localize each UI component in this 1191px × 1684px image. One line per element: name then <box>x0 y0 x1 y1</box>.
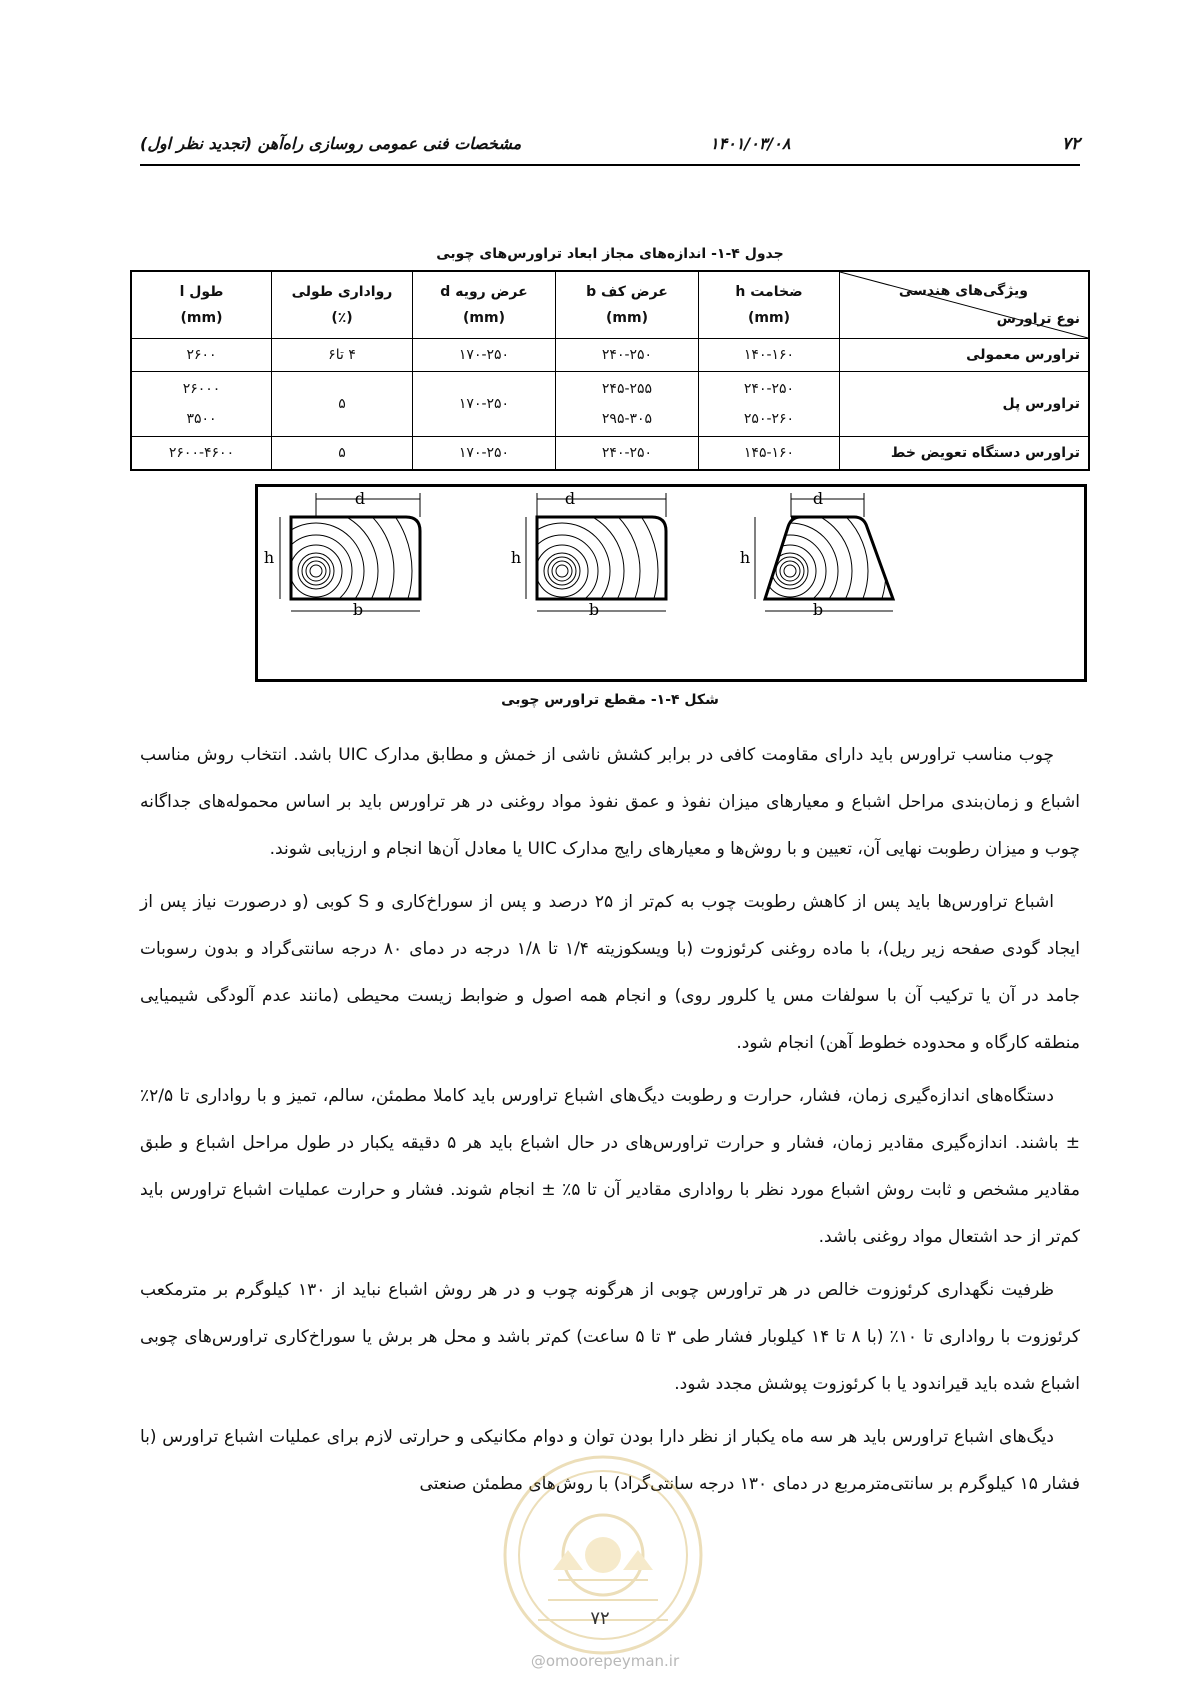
section-3-icon <box>652 487 928 679</box>
section-1-icon <box>258 487 454 679</box>
table-row: تراورس پل ۲۴۰-۲۵۰ ۲۵۰-۲۶۰ ۲۴۵-۲۵۵ ۲۹۵-۳۰۵ ۱۷۰-۲۵۰ ۵ ۲۶۰۰۰ ۳۵۰۰ <box>131 372 1089 437</box>
corner-bottom-label: نوع تراورس <box>996 311 1080 327</box>
col-header-top-width: عرض رویه d (mm) <box>413 271 556 339</box>
label-d-2: d <box>564 489 576 508</box>
paragraph: چوب مناسب تراورس باید دارای مقاومت کافی در برابر کشش ناشی از خمش و مطابق مدارک UIC باشد. انتخاب روش مناسب اشباع و زمان‌بندی مراحل اشباع و معیارهای میزان نفوذ و عمق نفوذ مواد روغنی در هر تراورس باید بر اساس محموله‌های جداگانه چوب و میزان رطوبت نهایی آن، تعیین و با روش‌ها و معیارهای رایج مدارک UIC یا معادل آن‌ها انجام و ارزیابی شوند. <box>140 745 1080 859</box>
label-h-2: h <box>510 548 522 567</box>
col-header-length: طول l (mm) <box>131 271 272 339</box>
footer-page-number: ۷۲ <box>590 1608 610 1629</box>
page-header <box>140 128 1080 166</box>
label-h-1: h <box>263 548 275 567</box>
section-2-icon <box>424 487 700 679</box>
paragraph: دستگاه‌های اندازه‌گیری زمان، فشار، حرارت و رطوبت دیگ‌های اشباع تراورس باید کاملا مطمئن، سالم، تمیز و با رواداری تا ۲/۵٪ ± باشند. اندازه‌گیری مقادیر زمان، فشار و حرارت تراورس‌های در حال اشباع باید هر ۵ دقیقه یکبار در طول مراحل اشباع و طبق مقادیر مشخص و ثابت روش اشباع مورد نظر با رواداری مقادیر آن تا ۵٪ ± انجام شوند. فشار و حرارت عملیات اشباع تراورس باید کم‌تر از حد اشتعال مواد روغنی باشد. <box>140 1086 1081 1247</box>
col-header-length-tolerance: رواداری طولی (٪) <box>272 271 413 339</box>
table-row: تراورس دستگاه تعویض خط ۱۴۵-۱۶۰ ۲۴۰-۲۵۰ ۱۷۰-۲۵۰ ۵ ۲۶۰۰-۴۶۰۰ <box>131 437 1089 471</box>
table-row: تراورس معمولی ۱۴۰-۱۶۰ ۲۴۰-۲۵۰ ۱۷۰-۲۵۰ ۴ تا۶ ۲۶۰۰ <box>131 339 1089 372</box>
body-text <box>140 732 1080 1514</box>
col-header-bottom-width: عرض کف b (mm) <box>556 271 699 339</box>
dimensions-table <box>130 270 1090 471</box>
corner-top-label: ویژگی‌های هندسی <box>898 283 1028 299</box>
label-d-3: d <box>812 489 824 508</box>
table-corner-cell <box>840 271 1090 339</box>
paragraph: دیگ‌های اشباع تراورس باید هر سه ماه یکبار از نظر دارا بودن توان و دوام مکانیکی و حرارتی لازم برای عملیات اشباع تراورس (با فشار ۱۵ کیلوگرم بر سانتی‌مترمربع در دمای ۱۳۰ درجه سانتی‌گراد) با روش‌های مطمئن صنعتی <box>140 1427 1080 1494</box>
col-header-thickness: ضخامت h (mm) <box>699 271 840 339</box>
label-b-2: b <box>588 600 600 619</box>
cross-section-drawing <box>258 487 1084 679</box>
table-caption: جدول ۴-۱- اندازه‌های مجاز ابعاد تراورس‌های چوبی <box>436 246 784 262</box>
sleeper-cross-section-figure <box>255 484 1087 682</box>
header-date: ۱۴۰۱/۰۳/۰۸ <box>710 134 791 153</box>
header-title: مشخصات فنی عمومی روسازی راه‌آهن (تجدید نظر اول) <box>140 134 522 153</box>
label-d-1: d <box>354 489 366 508</box>
header-page-number: ۷۲ <box>1061 134 1080 154</box>
paragraph: اشباع تراورس‌ها باید پس از کاهش رطوبت چوب به کم‌تر از ۲۵ درصد و پس از سوراخ‌کاری و S کوبی (و درصورت نیاز پس از ایجاد گودی صفحه زیر ریل)، با ماده روغنی کرئوزوت (با ویسکوزیته ۱/۴ تا ۱/۸ درجه در دمای ۸۰ درجه سانتی‌گراد و بدون رسوبات جامد در آن یا ترکیب آن با سولفات مس یا کلرور روی) و انجام همه اصول و ضوابط زیست محیطی (مانند عدم آلودگی شیمیایی منطقه کارگاه و محدوده خطوط آهن) انجام شود. <box>140 892 1081 1053</box>
footer-watermark: @omoorepeyman.ir <box>530 1652 680 1670</box>
label-b-1: b <box>352 600 364 619</box>
label-h-3: h <box>739 548 751 567</box>
paragraph: ظرفیت نگهداری کرئوزوت خالص در هر تراورس چوبی از هرگونه چوب و در هر روش اشباع نباید از ۱۳۰ کیلوگرم بر مترمکعب کرئوزوت با رواداری تا ۱۰٪ (با ۸ تا ۱۴ کیلوبار فشار طی ۳ تا ۵ ساعت) کم‌تر باشد و محل هر برش یا سوراخ‌کاری تراورس‌های چوبی اشباع شده باید قیراندود یا با کرئوزوت پوشش مجدد شود. <box>140 1280 1081 1394</box>
figure-caption: شکل ۴-۱- مقطع تراورس چوبی <box>501 692 719 708</box>
label-b-3: b <box>812 600 824 619</box>
